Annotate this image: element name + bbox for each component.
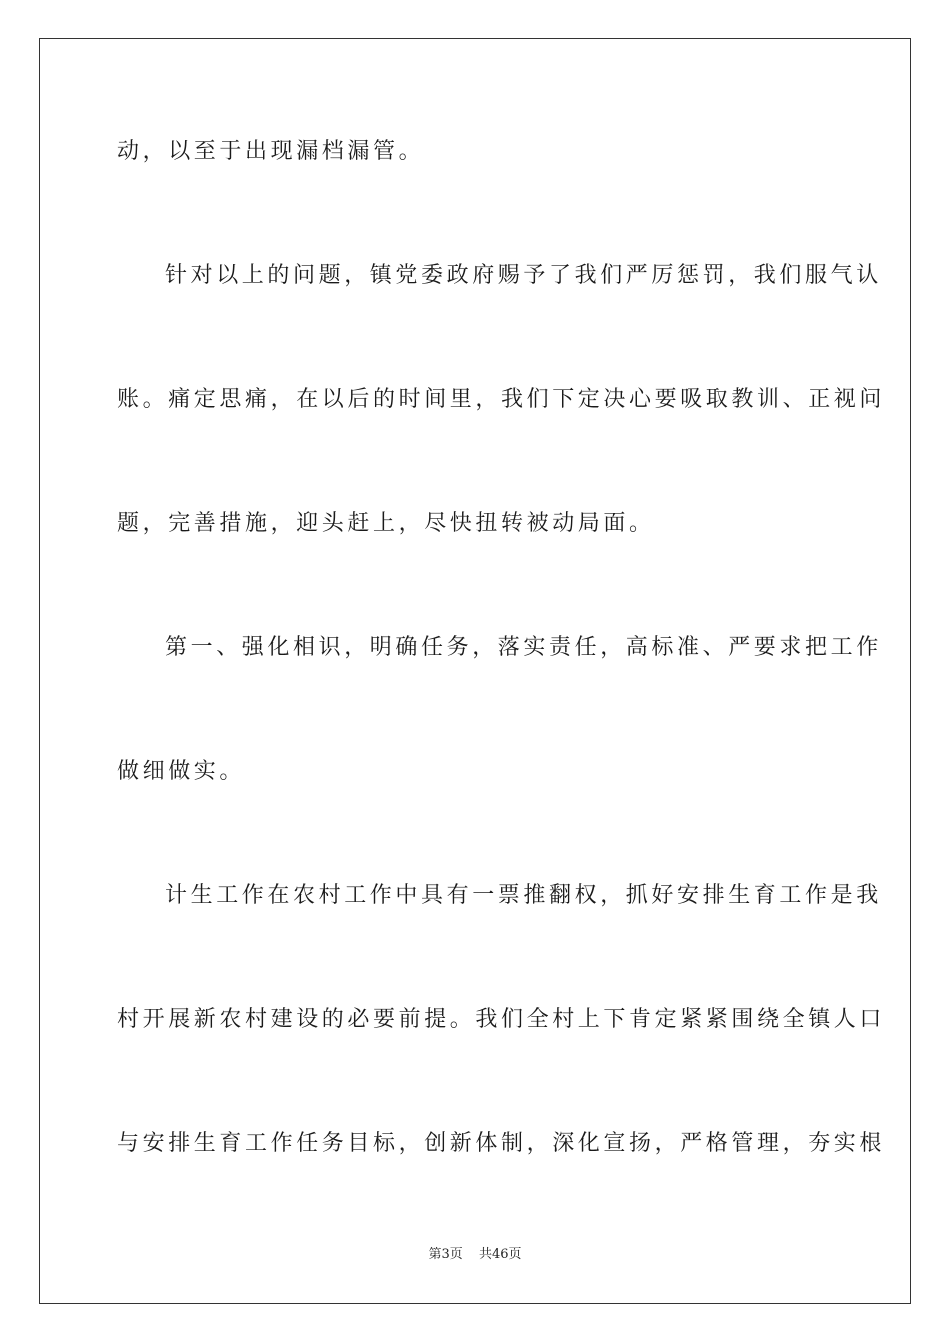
paragraph-line: 账。痛定思痛，在以后的时间里，我们下定决心要吸取教训、正视问: [117, 387, 886, 412]
paragraph-line: 村开展新农村建设的必要前提。我们全村上下肯定紧紧围绕全镇人口: [117, 1007, 886, 1032]
page-number: 第3页: [428, 1247, 463, 1262]
paragraph-line: 动，以至于出现漏档漏管。: [117, 139, 425, 164]
paragraph-line: 计生工作在农村工作中具有一票推翻权，抓好安排生育工作是我: [165, 883, 882, 908]
paragraph-line: 做细做实。: [117, 759, 246, 784]
paragraph-line: 第一、强化相识，明确任务，落实责任，高标准、严要求把工作: [165, 635, 882, 660]
paragraph-line: 与安排生育工作任务目标，创新体制，深化宣扬，严格管理，夯实根: [117, 1131, 886, 1156]
paragraph-line: 题，完善措施，迎头赶上，尽快扭转被动局面。: [117, 511, 655, 536]
paragraph-line: 针对以上的问题，镇党委政府赐予了我们严厉惩罚，我们服气认: [165, 263, 882, 288]
total-pages: 共46页: [478, 1247, 522, 1262]
page-footer: [0, 1246, 950, 1264]
page-frame: [39, 38, 911, 1304]
